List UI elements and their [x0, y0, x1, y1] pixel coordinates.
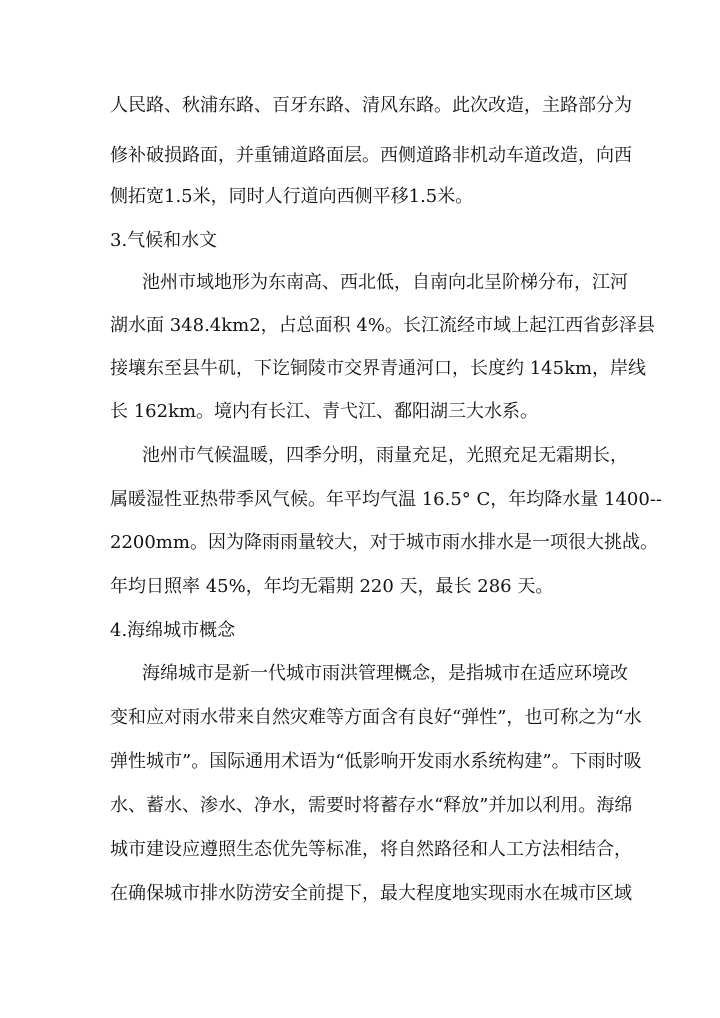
sponge-line-1: 海绵城市是新一代城市雨洪管理概念，是指城市在适应环境改 — [142, 663, 628, 684]
climate-line-3: 2200mm。因为降雨雨量较大，对于城市雨水排水是一项很大挑战。 — [110, 532, 658, 553]
terrain-line-4: 长 162km。境内有长江、青弋江、鄱阳湖三大水系。 — [110, 401, 539, 422]
climate-line-2: 属暖湿性亚热带季风气候。年平均气温 16.5° C，年均降水量 1400-- — [110, 489, 662, 510]
heading-climate: 3.气候和水文 — [110, 230, 218, 251]
roads-line-3: 侧拓宽1.5米，同时人行道向西侧平移1.5米。 — [110, 186, 474, 207]
roads-line-1: 人民路、秋浦东路、百牙东路、清风东路。此次改造，主路部分为 — [110, 95, 632, 116]
sponge-line-5: 城市建设应遵照生态优先等标准，将自然路径和人工方法相结合， — [110, 839, 632, 860]
sponge-line-2: 变和应对雨水带来自然灾难等方面含有良好“弹性”，也可称之为“水 — [110, 707, 642, 728]
terrain-line-2: 湖水面 348.4km2，占总面积 4%。长江流经市域上起江西省彭泽县 — [110, 315, 655, 336]
terrain-line-3: 接壤东至县牛矶，下讫铜陵市交界青通河口，长度约 145km，岸线 — [110, 358, 647, 379]
sponge-line-3: 弹性城市”。国际通用术语为“低影响开发雨水系统构建”。下雨时吸 — [110, 751, 642, 772]
climate-line-1: 池州市气候温暖，四季分明，雨量充足，光照充足无霜期长， — [142, 445, 628, 466]
climate-line-4: 年均日照率 45%，年均无霜期 220 天，最长 286 天。 — [110, 576, 554, 597]
terrain-line-1: 池州市域地形为东南高、西北低，自南向北呈阶梯分布，江河 — [142, 272, 628, 293]
heading-sponge: 4.海绵城市概念 — [110, 620, 236, 641]
sponge-line-4: 水、蓄水、渗水、净水，需要时将蓄存水“释放”并加以利用。海绵 — [110, 795, 633, 816]
roads-line-2: 修补破损路面，并重铺道路面层。西侧道路非机动车道改造，向西 — [110, 145, 632, 166]
sponge-line-6: 在确保城市排水防涝安全前提下，最大程度地实现雨水在城市区域 — [110, 883, 632, 904]
